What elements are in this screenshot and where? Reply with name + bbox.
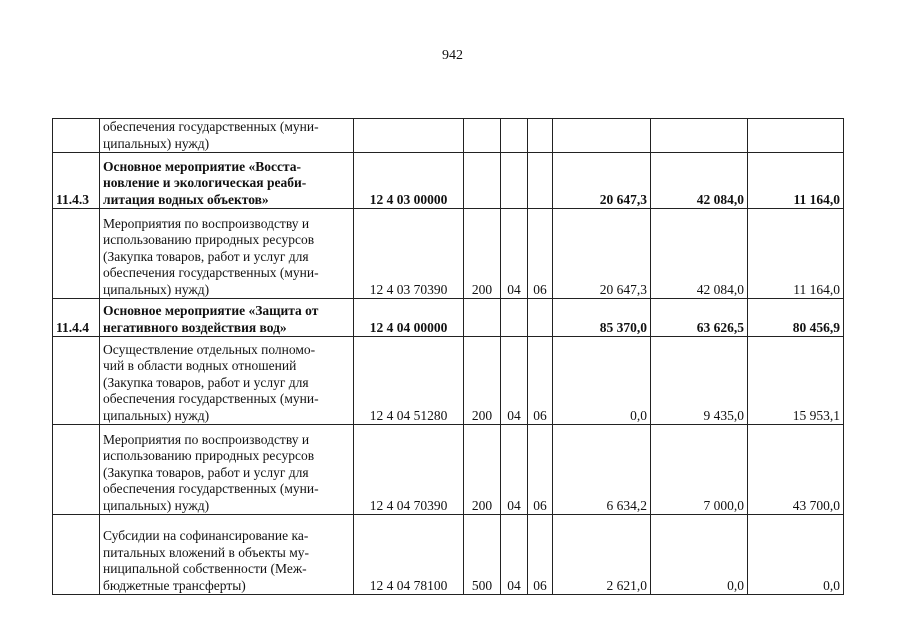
item-name [100,337,354,425]
item-name-line: ципальных) нужд) [103,135,210,151]
amount-year-3: 11 164,0 [748,209,844,299]
item-name [100,425,354,515]
item-name-line: Мероприятия по воспроизводству и [103,215,310,231]
amount-year-1: 2 621,0 [553,515,651,595]
table-row [53,337,844,425]
table-row [53,515,844,595]
item-name-line: обеспечения государственных (муни- [103,119,319,134]
section-code: 04 [501,337,528,425]
item-number: 11.4.4 [53,299,100,337]
classification-code: 12 4 04 78100 [354,515,464,595]
expense-type-code [464,299,501,337]
section-code: 04 [501,425,528,515]
subsection-code [528,299,553,337]
table-row [53,209,844,299]
item-name-line: Основное мероприятие «Защита от [103,303,319,318]
amount-year-2 [651,119,748,153]
item-name [100,153,354,209]
subsection-code: 06 [528,515,553,595]
item-number [53,515,100,595]
table-body [53,119,844,595]
item-name-line: чий в области водных отношений [103,358,297,373]
amount-year-2: 42 084,0 [651,209,748,299]
classification-code: 12 4 04 51280 [354,337,464,425]
item-number [53,425,100,515]
section-code [501,299,528,337]
item-name-line: ципальных) нужд) [103,407,210,423]
table-row [53,153,844,209]
item-name-line: использованию природных ресурсов [103,448,315,463]
item-name-line: Основное мероприятие «Восста- [103,158,301,174]
item-name-line: Субсидии на софинансирование ка- [103,528,309,543]
subsection-code [528,119,553,153]
amount-year-1: 20 647,3 [553,209,651,299]
page-number: 942 [442,48,463,63]
amount-year-1: 20 647,3 [553,153,651,209]
classification-code: 12 4 04 00000 [354,299,464,337]
amount-year-2: 42 084,0 [651,153,748,209]
amount-year-2: 0,0 [651,515,748,595]
item-name-line: обеспечения государственных (муни- [103,265,319,280]
subsection-code: 06 [528,337,553,425]
item-name-line: Осуществление отдельных полномо- [103,341,316,357]
amount-year-1 [553,119,651,153]
amount-year-1: 85 370,0 [553,299,651,337]
item-name-line: ниципальной собственности (Меж- [103,561,307,576]
item-name [100,299,354,337]
table-row [53,425,844,515]
item-number [53,209,100,299]
expense-type-code: 200 [464,209,501,299]
item-number: 11.4.3 [53,153,100,209]
item-name-line: (Закупка товаров, работ и услуг для [103,464,309,480]
subsection-code [528,153,553,209]
amount-year-3: 11 164,0 [748,153,844,209]
subsection-code: 06 [528,209,553,299]
item-name-line: (Закупка товаров, работ и услуг для [103,248,309,264]
section-code [501,119,528,153]
item-number [53,119,100,153]
item-number [53,337,100,425]
budget-table [52,118,844,595]
item-name-line: обеспечения государственных (муни- [103,391,319,406]
expense-type-code: 500 [464,515,501,595]
item-name-line: питальных вложений в объекты му- [103,544,309,560]
amount-year-3: 15 953,1 [748,337,844,425]
classification-code [354,119,464,153]
classification-code: 12 4 03 00000 [354,153,464,209]
subsection-code: 06 [528,425,553,515]
amount-year-1: 0,0 [553,337,651,425]
classification-code: 12 4 04 70390 [354,425,464,515]
expense-type-code: 200 [464,337,501,425]
section-code: 04 [501,209,528,299]
item-name-line: бюджетные трансферты) [103,577,246,593]
amount-year-3: 43 700,0 [748,425,844,515]
classification-code: 12 4 03 70390 [354,209,464,299]
section-code [501,153,528,209]
expense-type-code: 200 [464,425,501,515]
amount-year-3 [748,119,844,153]
amount-year-1: 6 634,2 [553,425,651,515]
section-code: 04 [501,515,528,595]
item-name-line: ципальных) нужд) [103,497,210,513]
item-name-line: обеспечения государственных (муни- [103,481,319,496]
item-name-line: использованию природных ресурсов [103,232,315,247]
item-name [100,119,354,153]
table-row [53,299,844,337]
item-name-line: литация водных объектов» [103,191,269,207]
item-name [100,209,354,299]
expense-type-code [464,153,501,209]
item-name-line: (Закупка товаров, работ и услуг для [103,374,309,390]
amount-year-2: 9 435,0 [651,337,748,425]
amount-year-2: 63 626,5 [651,299,748,337]
amount-year-3: 0,0 [748,515,844,595]
item-name-line: негативного воздействия вод» [103,319,287,335]
item-name-line: новление и экологическая реаби- [103,175,307,190]
expense-type-code [464,119,501,153]
item-name-line: Мероприятия по воспроизводству и [103,431,310,447]
amount-year-3: 80 456,9 [748,299,844,337]
table-row [53,119,844,153]
item-name-line: ципальных) нужд) [103,281,210,297]
item-name [100,515,354,595]
amount-year-2: 7 000,0 [651,425,748,515]
